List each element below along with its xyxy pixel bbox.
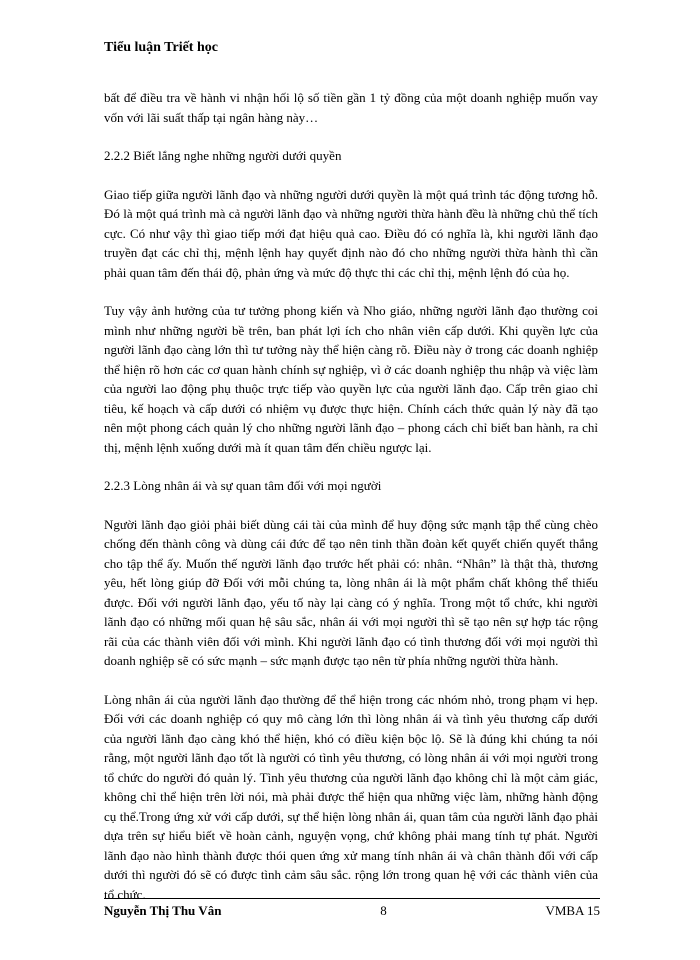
page-number: 8 <box>380 903 387 918</box>
section-heading-2-2-2: 2.2.2 Biết lắng nghe những người dưới quyền <box>104 148 342 163</box>
footer-course: VMBA 15 <box>545 903 600 918</box>
page-footer <box>104 903 600 919</box>
paragraph: Lòng nhân ái của người lãnh đạo thường để thể hiện trong các nhóm nhỏ, trong phạm vi hẹp. Đối với các doanh nghiệp có quy mô càng lớn thì lòng nhân ái và tình yêu thương cấp dưới của người lãnh đạo càng khó thể hiện, khó có điều kiện bộc lộ. Sẽ là đúng khi chúng ta nói rằng, một người lãnh đạo tốt là người có tình yêu thương, có lòng nhân ái với mọi người trong tổ chức do người đó quản lý. Tình yêu thương của người lãnh đạo không chỉ là một cảm giác, không chỉ thể hiện trên lời nói, mà phải được thể hiện qua những việc làm, những hành động cụ thể.Trong ứng xử với cấp dưới, sự thể hiện lòng nhân ái, quan tâm của người lãnh đạo phải dựa trên sự hiểu biết về hoàn cảnh, nguyện vọng, chứ không phải mang tính tự phát. Người lãnh đạo nào hình thành được thói quen ứng xử mang tính nhân ái và chân thành đối với cấp dưới thì người đó sẽ có được tình cảm sâu sắc. rộng lớn trong quan hệ với các thành viên của tổ chức. <box>104 691 598 902</box>
footer-author: Nguyễn Thị Thu Vân <box>104 903 222 918</box>
document-body <box>104 88 598 923</box>
page-header-title: Tiểu luận Triết học <box>104 40 218 55</box>
paragraph: Người lãnh đạo giỏi phải biết dùng cái tài của mình để huy động sức mạnh tập thể cùng chèo chống đến thành công và dùng cái đức để tạo nên tinh thần đoàn kết quyết chiến quyết thắng cho tập thể ấy. Muốn thế người lãnh đạo trước hết phải có: nhân. “Nhân” là thật thà, thương yêu, hết lòng giúp đỡ Đối với mỗi chúng ta, lòng nhân ái là một phẩm chất không thể thiếu được. Đối với người lãnh đạo, yếu tố này lại càng có ý nghĩa. Trong một tổ chức, khi người lãnh đạo có những mối quan hệ sâu sắc, nhân ái với mọi người thì sẽ tạo nên sự hợp tác rộng rãi của các thành viên đối với mình. Khi người lãnh đạo có tình thương đối với mọi người thì doanh nghiệp sẽ có sức mạnh – sức mạnh được tạo nên từ phía những người thừa hành. <box>104 516 598 668</box>
paragraph: Giao tiếp giữa người lãnh đạo và những người dưới quyền là một quá trình tác động tương hỗ. Đó là một quá trình mà cả người lãnh đạo và những người thừa hành đều là những chủ thể tích cực. Có như vậy thì giao tiếp mới đạt hiệu quả cao. Điều đó có nghĩa là, khi người lãnh đạo truyền đạt các chỉ thị, mệnh lệnh hay quyết định nào đó cho những người thừa hành thì cần phải quan tâm đến thái độ, phản ứng và mức độ thực thi các chỉ thị, mệnh lệnh đó của họ. <box>104 186 598 280</box>
paragraph-continuation: bất để điều tra về hành vi nhận hối lộ số tiền gần 1 tỷ đồng của một doanh nghiệp muốn vay vốn với lãi suất thấp tại ngân hàng này… <box>104 90 598 125</box>
footer-divider <box>104 898 600 899</box>
paragraph: Tuy vậy ảnh hưởng của tư tưởng phong kiến và Nho giáo, những người lãnh đạo thường coi mình như những người bề trên, ban phát lợi ích cho nhân viên cấp dưới. Khi quyền lực của người lãnh đạo càng lớn thì tư tưởng này thể hiện càng rõ. Điều này ở trong các doanh nghiệp thể hiện rõ hơn các cơ quan hành chính sự nghiệp, vì ở các doanh nghiệp thu nhập và việc làm của người lao động phụ thuộc trực tiếp vào quyền lực của người lãnh đạo. Cấp trên giao chỉ tiêu, kế hoạch và cấp dưới có nhiệm vụ được thực hiện. Chính cách thức quản lý này đã tạo nên một phong cách quản lý cho những người lãnh đạo – phong cách chỉ biết ban hành, ra chỉ thị, mệnh lệnh xuống dưới mà ít quan tâm đến chiều ngược lại. <box>104 303 598 455</box>
section-heading-2-2-3: 2.2.3 Lòng nhân ái và sự quan tâm đối với mọi người <box>104 478 382 493</box>
